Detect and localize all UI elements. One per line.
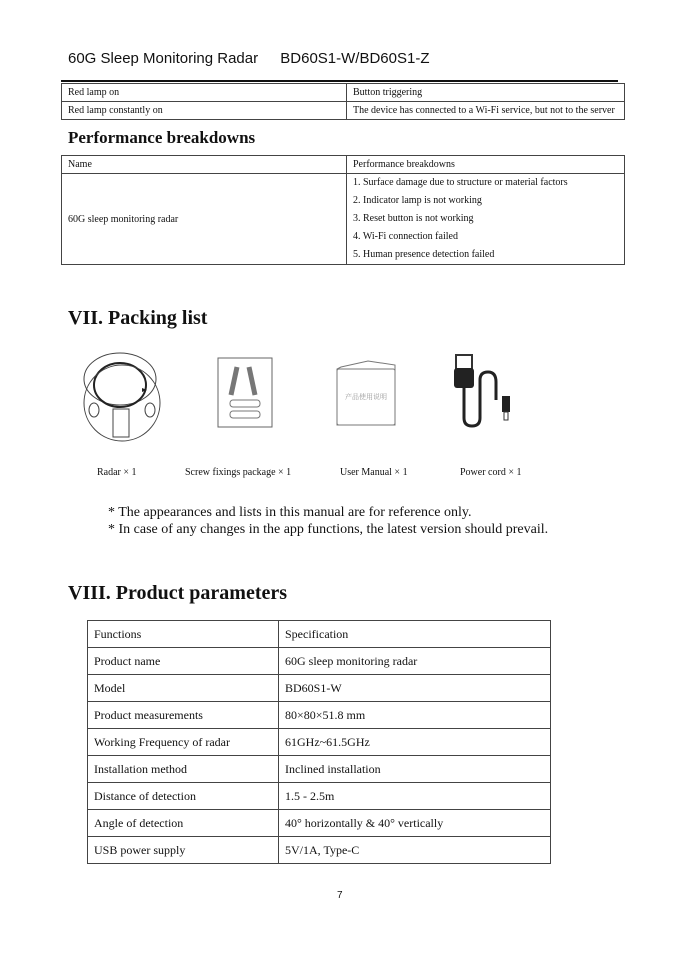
table-row <box>62 174 625 265</box>
parameters-table <box>87 620 551 864</box>
column-header: Name <box>62 156 347 174</box>
breakdowns-table <box>61 155 625 265</box>
note: * In case of any changes in the app functions, the latest version should prevail. <box>108 522 549 537</box>
table-row <box>88 837 551 864</box>
note: * The appearances and lists in this manual are for reference only. <box>108 505 472 520</box>
screw-package-image <box>215 355 275 430</box>
table-cell: Red lamp constantly on <box>62 102 347 120</box>
table-row <box>88 810 551 837</box>
table-cell: Product name <box>88 648 279 675</box>
table-cell: Product measurements <box>88 702 279 729</box>
table-cell: 80×80×51.8 mm <box>279 702 551 729</box>
list-item: 2. Indicator lamp is not working <box>353 195 482 206</box>
page-number: 7 <box>337 890 343 901</box>
table-cell: Distance of detection <box>88 783 279 810</box>
table-cell: Red lamp on <box>62 84 347 102</box>
column-header: Specification <box>279 621 551 648</box>
user-manual-image <box>333 355 403 430</box>
table-cell: Working Frequency of radar <box>88 729 279 756</box>
table-row <box>88 675 551 702</box>
table-cell: Installation method <box>88 756 279 783</box>
breakdown-list <box>347 174 625 265</box>
table-row <box>62 102 625 120</box>
header-title: 60G Sleep Monitoring Radar <box>68 50 259 67</box>
list-item: 3. Reset button is not working <box>353 213 474 224</box>
table-row <box>62 156 625 174</box>
section-heading: VII. Packing list <box>68 307 208 329</box>
table-cell: 60G sleep monitoring radar <box>62 174 347 265</box>
section-heading: Performance breakdowns <box>68 128 256 147</box>
page-header <box>68 50 448 67</box>
list-item: 4. Wi-Fi connection failed <box>353 231 458 242</box>
table-cell: 40° horizontally & 40° vertically <box>279 810 551 837</box>
table-row <box>88 756 551 783</box>
table-row <box>88 702 551 729</box>
table-cell: 5V/1A, Type-C <box>279 837 551 864</box>
header-model: BD60S1-W/BD60S1-Z <box>280 50 430 67</box>
table-cell: Button triggering <box>347 84 625 102</box>
table-cell: Model <box>88 675 279 702</box>
list-item: 5. Human presence detection failed <box>353 249 495 260</box>
table-cell: 1.5 - 2.5m <box>279 783 551 810</box>
table-cell: Inclined installation <box>279 756 551 783</box>
table-row <box>62 84 625 102</box>
status-table <box>61 83 625 120</box>
packing-item-label: Power cord × 1 <box>460 467 522 478</box>
table-row <box>88 621 551 648</box>
manual-cover-text: 产品使用说明 <box>345 393 387 401</box>
table-row <box>88 648 551 675</box>
packing-item-label: Screw fixings package × 1 <box>185 467 292 478</box>
power-cord-image <box>450 350 520 430</box>
table-cell: 61GHz~61.5GHz <box>279 729 551 756</box>
table-cell: 60G sleep monitoring radar <box>279 648 551 675</box>
column-header: Performance breakdowns <box>347 156 625 174</box>
packing-item-label: Radar × 1 <box>97 467 137 478</box>
column-header: Functions <box>88 621 279 648</box>
table-row <box>88 783 551 810</box>
table-cell: The device has connected to a Wi-Fi service, but not to the server <box>347 102 625 120</box>
table-cell: Angle of detection <box>88 810 279 837</box>
table-cell: USB power supply <box>88 837 279 864</box>
section-heading: VIII. Product parameters <box>68 582 288 604</box>
radar-image <box>80 345 170 445</box>
table-row <box>88 729 551 756</box>
header-rule <box>61 80 618 82</box>
list-item: 1. Surface damage due to structure or material factors <box>353 177 568 188</box>
table-cell: BD60S1-W <box>279 675 551 702</box>
packing-item-label: User Manual × 1 <box>340 467 408 478</box>
